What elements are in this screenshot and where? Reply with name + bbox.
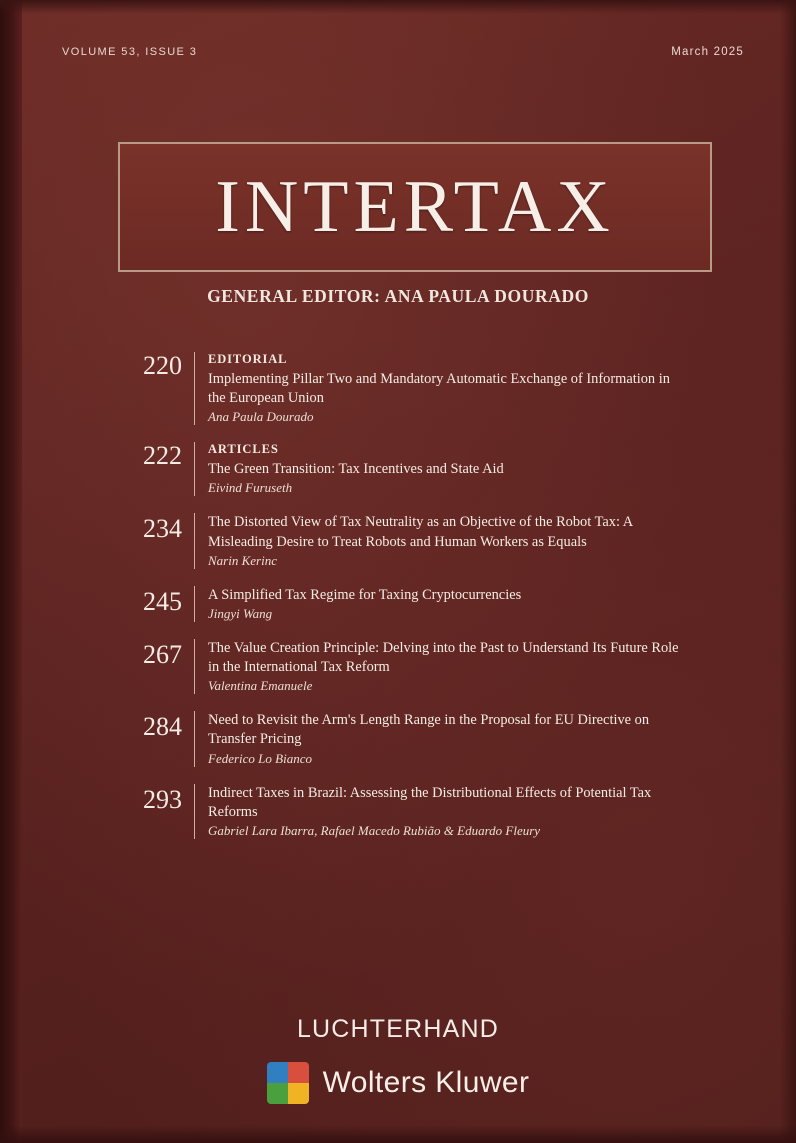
toc-article-title: Need to Revisit the Arm's Length Range in the Proposal for EU Directive on Transfer Pricing — [208, 712, 650, 748]
issue-date-label: March 2025 — [671, 46, 744, 58]
toc-page-number: 245 — [143, 586, 182, 616]
toc-page-number: 293 — [143, 784, 182, 814]
cover-top-edge-shadow — [0, 0, 796, 14]
toc-entry — [120, 352, 680, 425]
toc-article-title: A Simplified Tax Regime for Taxing Cryptocurrencies — [208, 586, 522, 603]
toc-entry-body — [194, 711, 680, 766]
toc-entry — [120, 586, 680, 622]
toc-entry-body — [194, 352, 680, 425]
journal-title-box — [118, 142, 712, 272]
journal-title: INTERTAX — [215, 166, 615, 248]
toc-article-authors: Gabriel Lara Ibarra, Rafael Macedo Rubião & Eduardo Fleury — [208, 822, 541, 838]
toc-article-authors: Eivind Furuseth — [208, 480, 293, 496]
cover-bottom-edge-shadow — [0, 1125, 796, 1143]
toc-page-number: 267 — [143, 639, 182, 669]
toc-article-title: Implementing Pillar Two and Mandatory Automatic Exchange of Information in the European Union — [208, 371, 670, 407]
publisher-brand — [0, 1062, 796, 1104]
wolters-kluwer-logo-icon — [267, 1062, 309, 1104]
toc-entry-body — [194, 513, 680, 568]
toc-entry — [120, 639, 680, 694]
publisher-name: Wolters Kluwer — [322, 1066, 530, 1099]
toc-entry — [120, 711, 680, 766]
toc-entry — [120, 442, 680, 496]
toc-entry — [120, 784, 680, 839]
cover-left-edge-shadow — [0, 0, 22, 1143]
toc-article-title: The Value Creation Principle: Delving into the Past to Understand Its Future Role in the International Tax Reform — [208, 639, 679, 676]
toc-article-authors: Ana Paula Dourado — [208, 409, 314, 425]
toc-entry — [120, 513, 680, 568]
toc-entry-body — [194, 639, 680, 694]
toc-page-number: 284 — [143, 712, 182, 742]
toc-article-title: The Distorted View of Tax Neutrality as an Objective of the Robot Tax: A Misleading Desire to Treat Robots and Human Workers as Equals — [208, 514, 633, 550]
cover-right-edge-shadow — [780, 0, 796, 1143]
volume-issue-label: VOLUME 53, ISSUE 3 — [62, 46, 198, 58]
toc-article-authors: Valentina Emanuele — [208, 678, 313, 694]
toc-article-authors: Jingyi Wang — [208, 605, 273, 621]
masthead — [62, 46, 744, 58]
toc-entry-body — [194, 442, 680, 496]
toc-page-number: 222 — [143, 441, 182, 471]
toc-page-number: 234 — [143, 514, 182, 544]
toc-article-authors: Narin Kerinc — [208, 552, 277, 568]
toc-entry-body — [194, 586, 680, 622]
general-editor-line: GENERAL EDITOR: ANA PAULA DOURADO — [207, 286, 589, 306]
toc-article-title: The Green Transition: Tax Incentives and State Aid — [208, 461, 504, 478]
toc-article-authors: Federico Lo Bianco — [208, 750, 312, 766]
toc-section-label: EDITORIAL — [208, 352, 288, 366]
toc-section-label: ARTICLES — [208, 442, 279, 457]
toc-entry-body — [194, 784, 680, 839]
imprint-name: LUCHTERHAND — [296, 1015, 500, 1043]
toc-page-number: 220 — [143, 351, 182, 380]
table-of-contents — [120, 352, 680, 856]
toc-article-title: Indirect Taxes in Brazil: Assessing the Distributional Effects of Potential Tax Reforms — [208, 784, 652, 820]
